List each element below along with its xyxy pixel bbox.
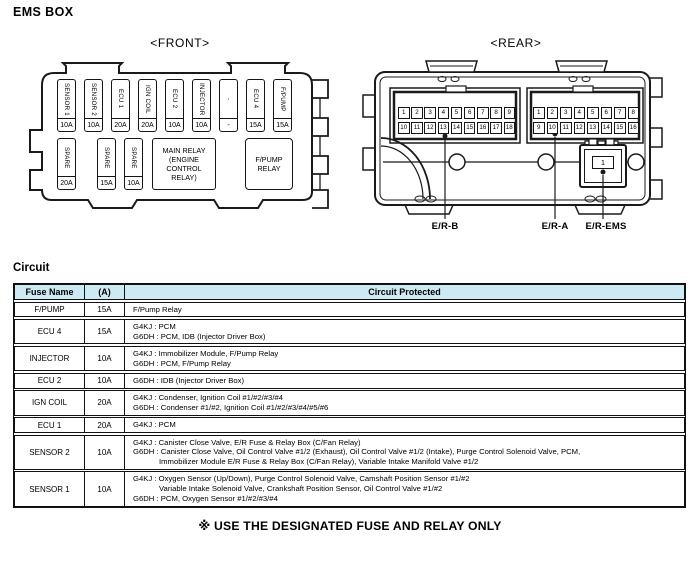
table-header-row — [14, 284, 685, 300]
pin-8: 8 — [628, 107, 640, 120]
pin-4: 4 — [574, 107, 586, 120]
spare-fuse-10a — [124, 138, 143, 190]
fuse-name-area — [98, 139, 115, 176]
footer-note: ※ USE THE DESIGNATED FUSE AND RELAY ONLY — [198, 519, 502, 533]
fuse-amp-label: 10A — [85, 118, 102, 131]
circuit-line: G4KJ : PCM — [133, 321, 176, 331]
fuse-name-cell: ECU 4 — [15, 320, 85, 344]
circuit-line: G6DH : Condenser #1/#2, Ignition Coil #1/#2/#3/#4/#5/#6 — [133, 402, 329, 412]
amp-cell: 10A — [85, 347, 125, 371]
fuse-amp-label: 15A — [247, 118, 264, 131]
pin-3: 3 — [424, 107, 436, 120]
circuit-protected-cell — [125, 374, 684, 388]
circuit-line: F/Pump Relay — [133, 304, 182, 314]
pin-1: 1 — [398, 107, 410, 120]
column-header: Fuse Name — [15, 285, 85, 299]
main-relay-line: RELAY) — [171, 173, 197, 183]
page-title: EMS BOX — [13, 5, 74, 19]
pin-3: 3 — [560, 107, 572, 120]
pin-18: 18 — [504, 122, 516, 135]
connector-b-label: E/R-B — [431, 221, 459, 232]
table-row-f-pump — [14, 302, 685, 318]
table-row-ecu-4 — [14, 319, 685, 345]
table-row-ign-coil — [14, 390, 685, 416]
fuse-amp-label: 15A — [274, 118, 291, 131]
circuit-line: Variable Intake Solenoid Valve, Crankshaft Position Sensor, Oil Control Valve #1/#2 — [159, 484, 443, 494]
fuse-name-label: SPARE — [63, 146, 70, 169]
pin-4: 4 — [438, 107, 450, 120]
rear-view-label: <REAR> — [490, 36, 542, 50]
fuse-amp-label: 15A — [98, 176, 115, 189]
pin-15: 15 — [464, 122, 476, 135]
fuse-name-label: SENSOR 2 — [90, 82, 97, 116]
fuse-name-label: INJECTOR — [198, 82, 205, 116]
pin-9: 9 — [504, 107, 516, 120]
fuse-amp-label: 20A — [58, 176, 75, 189]
pin-11: 11 — [560, 122, 572, 135]
amp-cell: 15A — [85, 320, 125, 344]
fpump-relay-line: F/PUMP — [255, 154, 283, 164]
fuse-name-area — [125, 139, 142, 176]
fuse-name-area — [58, 139, 75, 176]
circuit-line: G4KJ : Canister Close Valve, E/R Fuse & Relay Box (C/Fan Relay) — [133, 437, 361, 447]
table-row-sensor-1 — [14, 471, 685, 506]
fuse-amp-label: - — [220, 118, 237, 131]
spare-fuse-15a — [97, 138, 116, 190]
pin-10: 10 — [547, 122, 559, 135]
amp-cell: 20A — [85, 391, 125, 415]
fuse-name-cell: IGN COIL — [15, 391, 85, 415]
circuit-line: G6DH : Canister Close Valve, Oil Control Valve #1/2 (Exhaust), Oil Control Valve #1/2 (Intake), Purge Control Solenoid Valve, PCM, — [133, 447, 581, 457]
amp-cell: 10A — [85, 472, 125, 505]
pin-5: 5 — [587, 107, 599, 120]
amp-cell: 15A — [85, 303, 125, 317]
connector-b-row2 — [398, 122, 515, 135]
connector-a-row1 — [533, 107, 639, 120]
table-row-ecu-1 — [14, 417, 685, 433]
pin-14: 14 — [601, 122, 613, 135]
pin-12: 12 — [424, 122, 436, 135]
amp-cell: 20A — [85, 418, 125, 432]
circuit-heading: Circuit — [13, 262, 50, 274]
circuit-line: G4KJ : Oxygen Sensor (Up/Down), Purge Control Solenoid Valve, Camshaft Position Sensor #1/#2 — [133, 474, 470, 484]
pin-17: 17 — [490, 122, 502, 135]
circuit-protected-cell — [125, 347, 684, 371]
pin-2: 2 — [547, 107, 559, 120]
fuse-name-cell: SENSOR 1 — [15, 472, 85, 505]
circuit-line: G6DH : PCM, Oxygen Sensor #1/#2/#3/#4 — [133, 493, 278, 503]
circuit-line: G4KJ : PCM — [133, 420, 176, 430]
pin-2: 2 — [411, 107, 423, 120]
pin-13: 13 — [587, 122, 599, 135]
connector-b-row1 — [398, 107, 515, 120]
pin-15: 15 — [614, 122, 626, 135]
connector-ems-label: E/R-EMS — [585, 221, 627, 232]
fuse-name-label: SPARE — [130, 146, 137, 169]
pin-12: 12 — [574, 122, 586, 135]
front-view-label: <FRONT> — [150, 36, 210, 50]
circuit-protected-cell — [125, 320, 684, 344]
pin-8: 8 — [490, 107, 502, 120]
circuit-line: G4KJ : Immobilizer Module, F/Pump Relay — [133, 348, 279, 358]
fuse-name-cell: INJECTOR — [15, 347, 85, 371]
fuse-amp-label: 10A — [125, 176, 142, 189]
circuit-line: G6DH : IDB (Injector Driver Box) — [133, 375, 245, 385]
circuit-line: G4KJ : Condenser, Ignition Coil #1/#2/#3/#4 — [133, 393, 284, 403]
pin-14: 14 — [451, 122, 463, 135]
fuse-name-cell: ECU 2 — [15, 374, 85, 388]
fuse-amp-label: 10A — [193, 118, 210, 131]
fpump-relay-line: RELAY — [257, 164, 281, 173]
table-row-sensor-2 — [14, 435, 685, 470]
main-relay-box — [152, 138, 216, 190]
fuse-amp-label: 10A — [166, 118, 183, 131]
pin-5: 5 — [451, 107, 463, 120]
amp-cell: 10A — [85, 374, 125, 388]
pin-1: 1 — [533, 107, 545, 120]
main-relay-line: (ENGINE — [169, 154, 199, 164]
main-relay-line: MAIN RELAY — [162, 145, 206, 155]
fuse-name-label: ECU 1 — [117, 89, 124, 109]
amp-cell: 10A — [85, 436, 125, 469]
circuit-protected-cell — [125, 436, 684, 469]
circuit-protected-cell — [125, 303, 684, 317]
fuse-name-label: F/PUMP — [279, 86, 286, 112]
fuse-amp-label: 20A — [112, 118, 129, 131]
fuse-name-label: SENSOR 1 — [63, 82, 70, 116]
pin-16: 16 — [628, 122, 640, 135]
fuse-name-cell: F/PUMP — [15, 303, 85, 317]
pin-11: 11 — [411, 122, 423, 135]
pin-9: 9 — [533, 122, 545, 135]
fuse-name-label: SPARE — [103, 146, 110, 169]
fuse-amp-label: 10A — [58, 118, 75, 131]
pin-16: 16 — [477, 122, 489, 135]
fuse-name-label: ECU 2 — [171, 89, 178, 109]
column-header: Circuit Protected — [368, 287, 441, 297]
ems-slot-1: 1 — [592, 156, 614, 169]
fuse-name-label: - — [225, 97, 232, 101]
column-header: (A) — [85, 285, 125, 299]
pin-7: 7 — [477, 107, 489, 120]
circuit-line: G6DH : PCM, F/Pump Relay — [133, 358, 231, 368]
circuit-line: Immobilizer Module E/R Fuse & Relay Box (C/Fan Relay), Variable Intake Manifold Valve #1/2 — [159, 457, 479, 467]
fuse-amp-label: 20A — [139, 118, 156, 131]
fuse-name-cell: ECU 1 — [15, 418, 85, 432]
fuse-name-label: ECU 4 — [252, 89, 259, 109]
table-row-ecu-2 — [14, 373, 685, 389]
pin-6: 6 — [601, 107, 613, 120]
pin-6: 6 — [464, 107, 476, 120]
circuit-protected-cell — [125, 472, 684, 505]
circuit-line: G6DH : PCM, IDB (Injector Driver Box) — [133, 331, 266, 341]
circuit-protected-cell — [125, 418, 684, 432]
fpump-relay-box — [245, 138, 293, 190]
pin-10: 10 — [398, 122, 410, 135]
connector-a-label: E/R-A — [541, 221, 569, 232]
pin-7: 7 — [614, 107, 626, 120]
spare-fuse-20a — [57, 138, 76, 190]
table-row-injector — [14, 346, 685, 372]
pin-13: 13 — [438, 122, 450, 135]
circuit-protected-cell — [125, 391, 684, 415]
fuse-name-cell: SENSOR 2 — [15, 436, 85, 469]
connector-a-row2 — [533, 122, 639, 135]
fuse-name-label: IGN COIL — [144, 84, 151, 114]
main-relay-line: CONTROL — [166, 164, 202, 173]
circuit-table — [13, 283, 686, 508]
